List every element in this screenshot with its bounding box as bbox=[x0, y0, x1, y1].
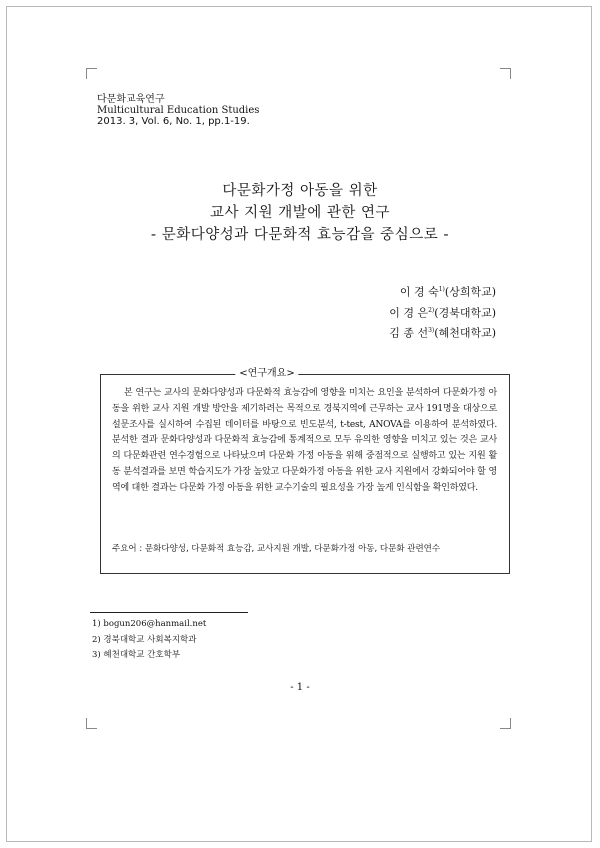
author-affiliation: (혜천대학교) bbox=[434, 326, 496, 340]
paper-title bbox=[100, 180, 500, 246]
footnote-mark: 3) bbox=[428, 327, 435, 335]
author-1 bbox=[389, 281, 496, 302]
author-3 bbox=[389, 322, 496, 343]
title-line-2: 교사 지원 개발에 관한 연구 bbox=[209, 205, 390, 221]
footnote-2: 2) 경북대학교 사회복지학과 bbox=[92, 634, 197, 645]
author-name: 이 경 은 bbox=[389, 306, 429, 320]
footnote-mark: 2) bbox=[428, 306, 435, 314]
crop-mark-top-left bbox=[86, 68, 97, 79]
journal-name-ko: 다문화교육연구 bbox=[97, 94, 165, 105]
author-affiliation: (경북대학교) bbox=[434, 306, 496, 320]
journal-header bbox=[97, 94, 259, 127]
keywords: 주요어 : 문화다양성, 다문화적 효능감, 교사지원 개발, 다문화가정 아동, 다문화 관련연수 bbox=[112, 544, 441, 554]
journal-citation: 2013. 3, Vol. 6, No. 1, pp.1-19. bbox=[97, 116, 250, 127]
footnote-rule bbox=[90, 612, 248, 613]
footnote-1: 1) bogun206@hanmail.net bbox=[92, 619, 207, 629]
title-line-1: 다문화가정 아동을 위한 bbox=[222, 183, 378, 199]
footnote-3: 3) 혜천대학교 간호학부 bbox=[92, 650, 181, 660]
author-list bbox=[389, 281, 496, 343]
author-name: 김 종 선 bbox=[389, 326, 429, 340]
journal-name-en: Multicultural Education Studies bbox=[97, 105, 260, 116]
footnotes bbox=[92, 617, 206, 664]
title-subtitle: - 문화다양성과 다문화적 효능감을 중심으로 - bbox=[150, 227, 450, 243]
crop-mark-top-right bbox=[500, 68, 511, 79]
page-number: - 1 - bbox=[290, 682, 310, 693]
author-affiliation: (상희학교) bbox=[444, 285, 496, 299]
abstract-label: <연구개요> bbox=[235, 367, 298, 381]
author-2 bbox=[389, 302, 496, 323]
abstract-text: 본 연구는 교사의 문화다양성과 다문화적 효능감에 영향을 미치는 요인을 분석하여 다문화가정 아동을 위한 교사 지원 개발 방안을 제기하려는 목적으로 경북지역에 근무하는 교사 191명을 대상으로 설문조사를 실시하여 수집된 데이터를 바탕으로 빈도분석, t-test, ANOVA를 이용하여 분석하였다. 분석한 결과 문화다양성과 다문화적 효능감에 통계적으로 모두 유의한 영향을 미치고 있는 것은 교사의 다문화관련 연수경험으로 나타났으며 다문화 가정 아동을 위해 중점적으로 실행하고 있는 지원 활동 분석결과를 보면 학습지도가 가장 높았고 다문화가정 아동을 위한 교사 지원에서 강화되어야 할 영역에 대한 결과는 다문화 가정 아동을 위한 교수기술의 필요성을 가장 높게 인식함을 확인하였다. bbox=[112, 388, 497, 493]
author-name: 이 경 숙 bbox=[399, 285, 439, 299]
footnote-mark: 1) bbox=[438, 286, 445, 293]
crop-mark-bottom-right bbox=[500, 718, 511, 729]
crop-mark-bottom-left bbox=[86, 718, 97, 729]
